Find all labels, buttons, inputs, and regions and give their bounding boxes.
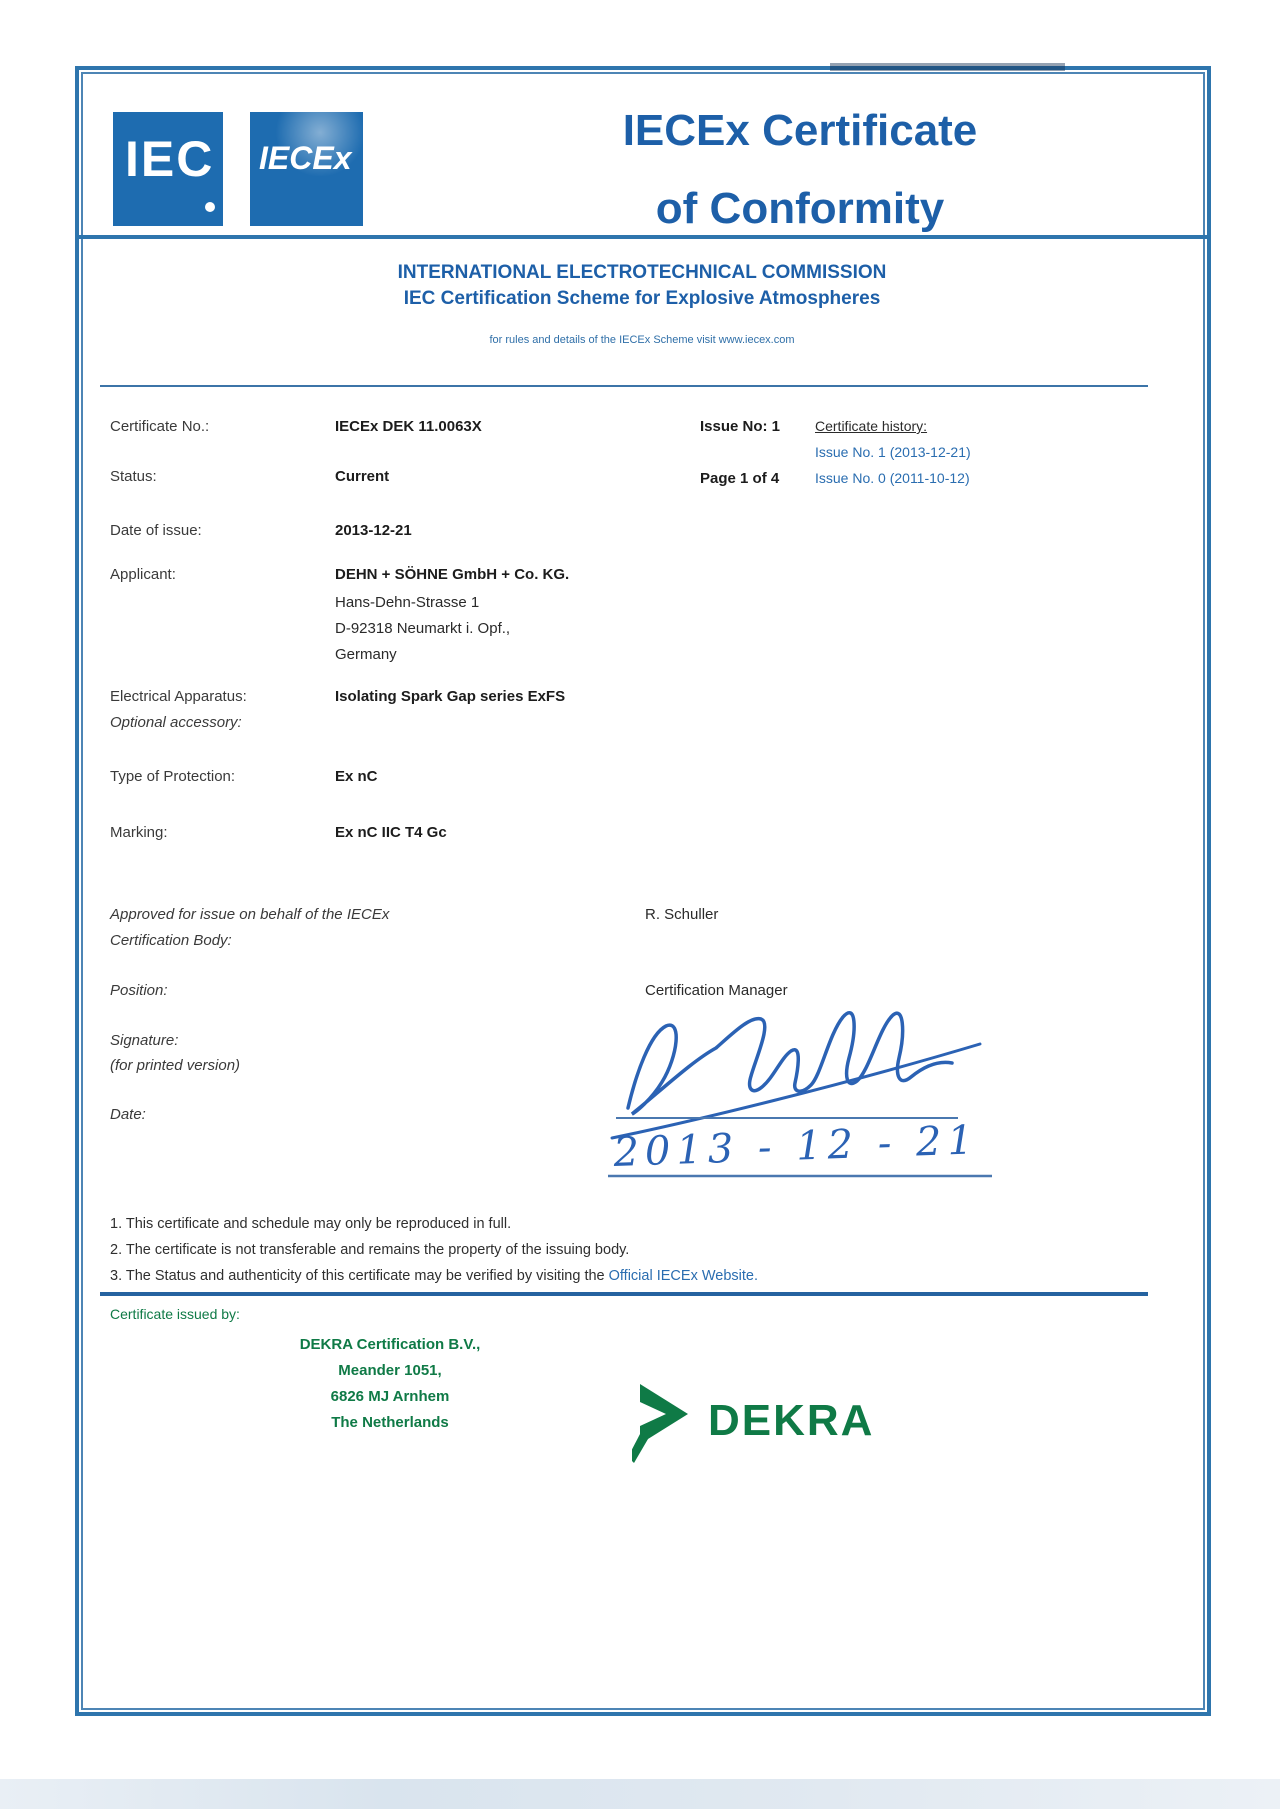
optional-accessory-label: Optional accessory: (110, 714, 242, 731)
electrical-apparatus-value: Isolating Spark Gap series ExFS (335, 688, 566, 705)
issuer-name: DEKRA Certification B.V., (299, 1336, 481, 1353)
dekra-logo-text: DEKRA (708, 1396, 875, 1445)
type-of-protection-label: Type of Protection: (110, 768, 236, 785)
note-3-text: 3. The Status and authenticity of this certificate may be verified by visiting the (110, 1268, 609, 1284)
approved-by-label-line1: Approved for issue on behalf of the IECEx (110, 906, 390, 923)
status-value: Current (335, 468, 390, 485)
signature-note: (for printed version) (110, 1057, 241, 1074)
scan-smudge (830, 63, 1065, 71)
applicant-address-line-3: Germany (335, 646, 397, 663)
iecex-logo-text: IECEx (259, 140, 352, 176)
issuer-address-line-3: The Netherlands (331, 1414, 449, 1431)
approved-by-label-line2: Certification Body: (110, 932, 232, 949)
org-name: INTERNATIONAL ELECTROTECHNICAL COMMISSION (397, 262, 887, 283)
iecex-logo (250, 112, 363, 226)
applicant-name: DEHN + SÖHNE GmbH + Co. KG. (335, 566, 570, 583)
header-divider (77, 235, 1207, 239)
history-entry-2: Issue No. 0 (2011-10-12) (815, 470, 970, 486)
iec-logo-dot-icon (205, 202, 215, 212)
marking-value: Ex nC IIC T4 Gc (335, 824, 447, 841)
official-iecex-website-link[interactable]: Official IECEx Website. (608, 1268, 758, 1284)
certificate-history-label: Certificate history: (815, 418, 928, 434)
certificate-no-value: IECEx DEK 11.0063X (335, 418, 482, 435)
date-of-issue-label: Date of issue: (110, 522, 202, 539)
approver-name: R. Schuller (645, 906, 719, 923)
applicant-label: Applicant: (110, 566, 176, 583)
scheme-name: IEC Certification Scheme for Explosive Atmospheres (403, 288, 881, 309)
iec-logo (113, 112, 223, 226)
title-line1: IECEx Certificate (622, 106, 978, 155)
dekra-logo (632, 1378, 874, 1464)
issuer-address-line-1: Meander 1051, (338, 1362, 442, 1379)
handwritten-date: 2013 - 12 - 21 (612, 1117, 980, 1176)
date-of-issue-value: 2013-12-21 (335, 522, 412, 539)
note-1: 1. This certificate and schedule may only be reproduced in full. (110, 1216, 512, 1232)
certificate-no-label: Certificate No.: (110, 418, 210, 435)
signature-label: Signature: (110, 1032, 179, 1049)
iec-logo-text: IEC (125, 131, 215, 187)
certificate-frame-inner (81, 72, 1205, 1710)
position-label: Position: (110, 982, 168, 999)
note-3 (110, 1268, 1090, 1284)
scan-artifact-strip (0, 1779, 1280, 1809)
page-title (545, 92, 1055, 248)
applicant-address-line-1: Hans-Dehn-Strasse 1 (335, 594, 480, 611)
page-indicator: Page 1 of 4 (700, 470, 780, 487)
marking-label: Marking: (110, 824, 168, 841)
type-of-protection-value: Ex nC (335, 768, 378, 785)
scheme-note: for rules and details of the IECEx Scheme visit www.iecex.com (489, 334, 795, 346)
position-value: Certification Manager (645, 982, 788, 999)
issued-by-label: Certificate issued by: (110, 1306, 240, 1322)
signature-stroke (628, 1013, 952, 1114)
issue-no: Issue No: 1 (700, 418, 781, 435)
history-entry-1: Issue No. 1 (2013-12-21) (815, 444, 971, 460)
status-label: Status: (110, 468, 157, 485)
note-2: 2. The certificate is not transferable and remains the property of the issuing body. (110, 1242, 630, 1258)
title-line2: of Conformity (655, 184, 945, 233)
certificate-frame (75, 66, 1211, 1716)
date-label: Date: (110, 1106, 146, 1123)
signature (600, 990, 1000, 1185)
issuer-address-line-2: 6826 MJ Arnhem (330, 1388, 450, 1405)
issuer-block (235, 1332, 545, 1436)
applicant-address-line-2: D-92318 Neumarkt i. Opf., (335, 620, 511, 637)
section-divider (100, 385, 1148, 387)
electrical-apparatus-label: Electrical Apparatus: (110, 688, 247, 705)
dekra-arrow-icon (632, 1378, 694, 1464)
footer-divider (100, 1292, 1148, 1296)
